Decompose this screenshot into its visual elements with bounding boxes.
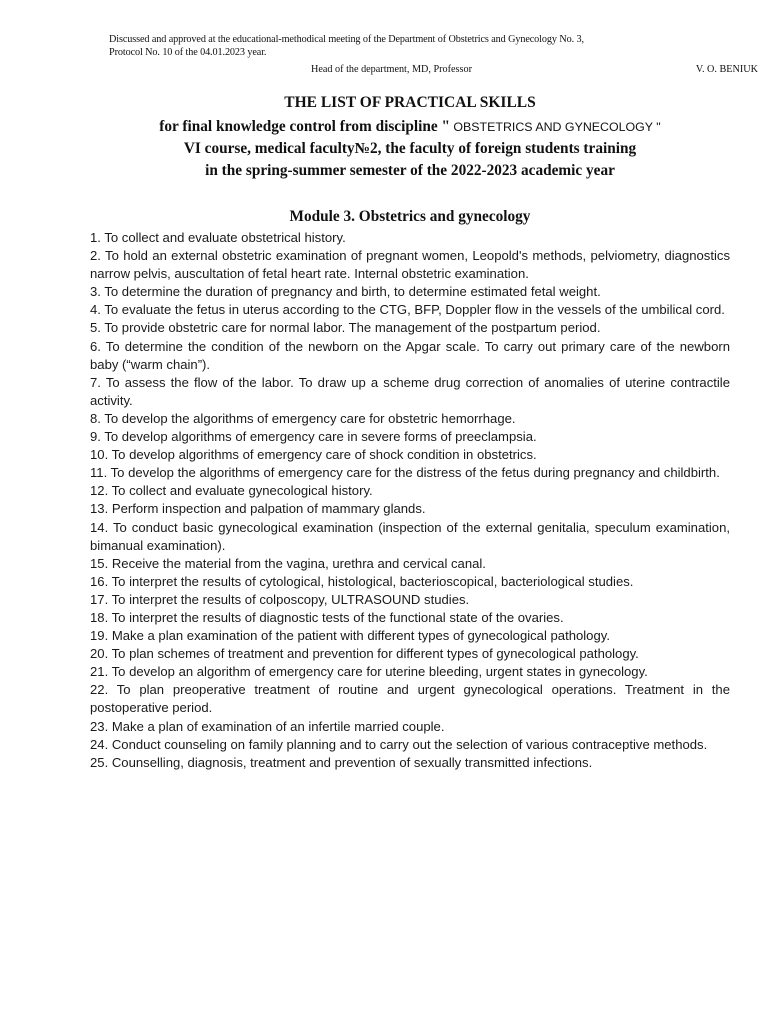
skill-item: 3. To determine the duration of pregnancy and birth, to determine estimated fetal weight. xyxy=(90,284,601,300)
discipline-line xyxy=(90,116,730,138)
document-title: THE LIST OF PRACTICAL SKILLS xyxy=(284,94,536,111)
skill-item: 17. To interpret the results of colposcopy, ULTRASOUND studies. xyxy=(90,591,470,607)
skill-item: 2. To hold an external obstetric examination of pregnant women, Leopold's methods, pelviometry, diagnostics narrow pelvis, auscultation of fetal heart rate. Internal obstetric examination. xyxy=(90,248,730,282)
skill-item: 16. To interpret the results of cytological, histological, bacterioscopical, bacteriological studies. xyxy=(90,573,634,589)
skill-item: 6. To determine the condition of the newborn on the Apgar scale. To carry out primary care of the newborn baby (“warm chain”). xyxy=(90,338,730,372)
skill-item: 20. To plan schemes of treatment and prevention for different types of gynecological pathology. xyxy=(90,646,639,662)
skill-item: 23. Make a plan of examination of an infertile married couple. xyxy=(90,718,445,734)
discipline-name: OBSTETRICS AND GYNECOLOGY " xyxy=(449,120,661,134)
skill-item: 12. To collect and evaluate gynecological history. xyxy=(90,483,373,499)
skill-item: 9. To develop algorithms of emergency care in severe forms of preeclampsia. xyxy=(90,429,537,445)
skill-item: 25. Counselling, diagnosis, treatment and prevention of sexually transmitted infections. xyxy=(90,754,593,770)
skill-item: 18. To interpret the results of diagnostic tests of the functional state of the ovaries. xyxy=(90,609,564,625)
module-heading: Module 3. Obstetrics and gynecology xyxy=(289,208,531,225)
skill-item: 22. To plan preoperative treatment of routine and urgent gynecological operations. Treatment in the postoperative period. xyxy=(90,682,730,716)
skill-item: 7. To assess the flow of the labor. To draw up a scheme drug correction of anomalies of uterine contractile activity. xyxy=(90,374,730,408)
course-line: VI course, medical faculty№2, the faculty of foreign students training xyxy=(183,140,637,157)
semester-line: in the spring-summer semester of the 2022-2023 academic year xyxy=(205,162,615,179)
skill-item: 8. To develop the algorithms of emergency care for obstetric hemorrhage. xyxy=(90,410,516,426)
skill-item: 14. To conduct basic gynecological examination (inspection of the external genitalia, speculum examination, bimanual examination). xyxy=(90,519,730,553)
discipline-prefix: for final knowledge control from discipline " xyxy=(159,118,450,135)
skill-item: 15. Receive the material from the vagina, urethra and cervical canal. xyxy=(90,555,486,571)
approval-line: Discussed and approved at the educational-methodical meeting of the Department of Obstetrics and Gynecology No. 3, xyxy=(109,34,584,45)
approval-protocol-line: Protocol No. 10 of the 04.01.2023 year. xyxy=(109,47,267,58)
head-of-department-label: Head of the department, MD, Professor xyxy=(311,64,472,75)
skills-list xyxy=(90,229,730,772)
title-block xyxy=(90,93,730,182)
skill-item: 5. To provide obstetric care for normal labor. The management of the postpartum period. xyxy=(90,320,601,336)
skill-item: 4. To evaluate the fetus in uterus according to the CTG, BFP, Doppler flow in the vessels of the umbilical cord. xyxy=(90,302,725,318)
approval-note xyxy=(109,33,761,59)
signature-row xyxy=(109,63,761,77)
skill-item: 1. To collect and evaluate obstetrical history. xyxy=(90,230,346,245)
skill-item: 21. To develop an algorithm of emergency care for uterine bleeding, urgent states in gynecology. xyxy=(90,664,648,680)
skill-item: 24. Conduct counseling on family planning and to carry out the selection of various contraceptive methods. xyxy=(90,736,708,752)
skill-item: 10. To develop algorithms of emergency care of shock condition in obstetrics. xyxy=(90,447,537,463)
skill-item: 19. Make a plan examination of the patient with different types of gynecological pathology. xyxy=(90,628,610,644)
skill-item: 11. To develop the algorithms of emergency care for the distress of the fetus during pregnancy and childbirth. xyxy=(90,465,720,481)
head-of-department-name: V. O. BENIUK xyxy=(695,64,758,75)
skill-item: 13. Perform inspection and palpation of mammary glands. xyxy=(90,501,426,517)
